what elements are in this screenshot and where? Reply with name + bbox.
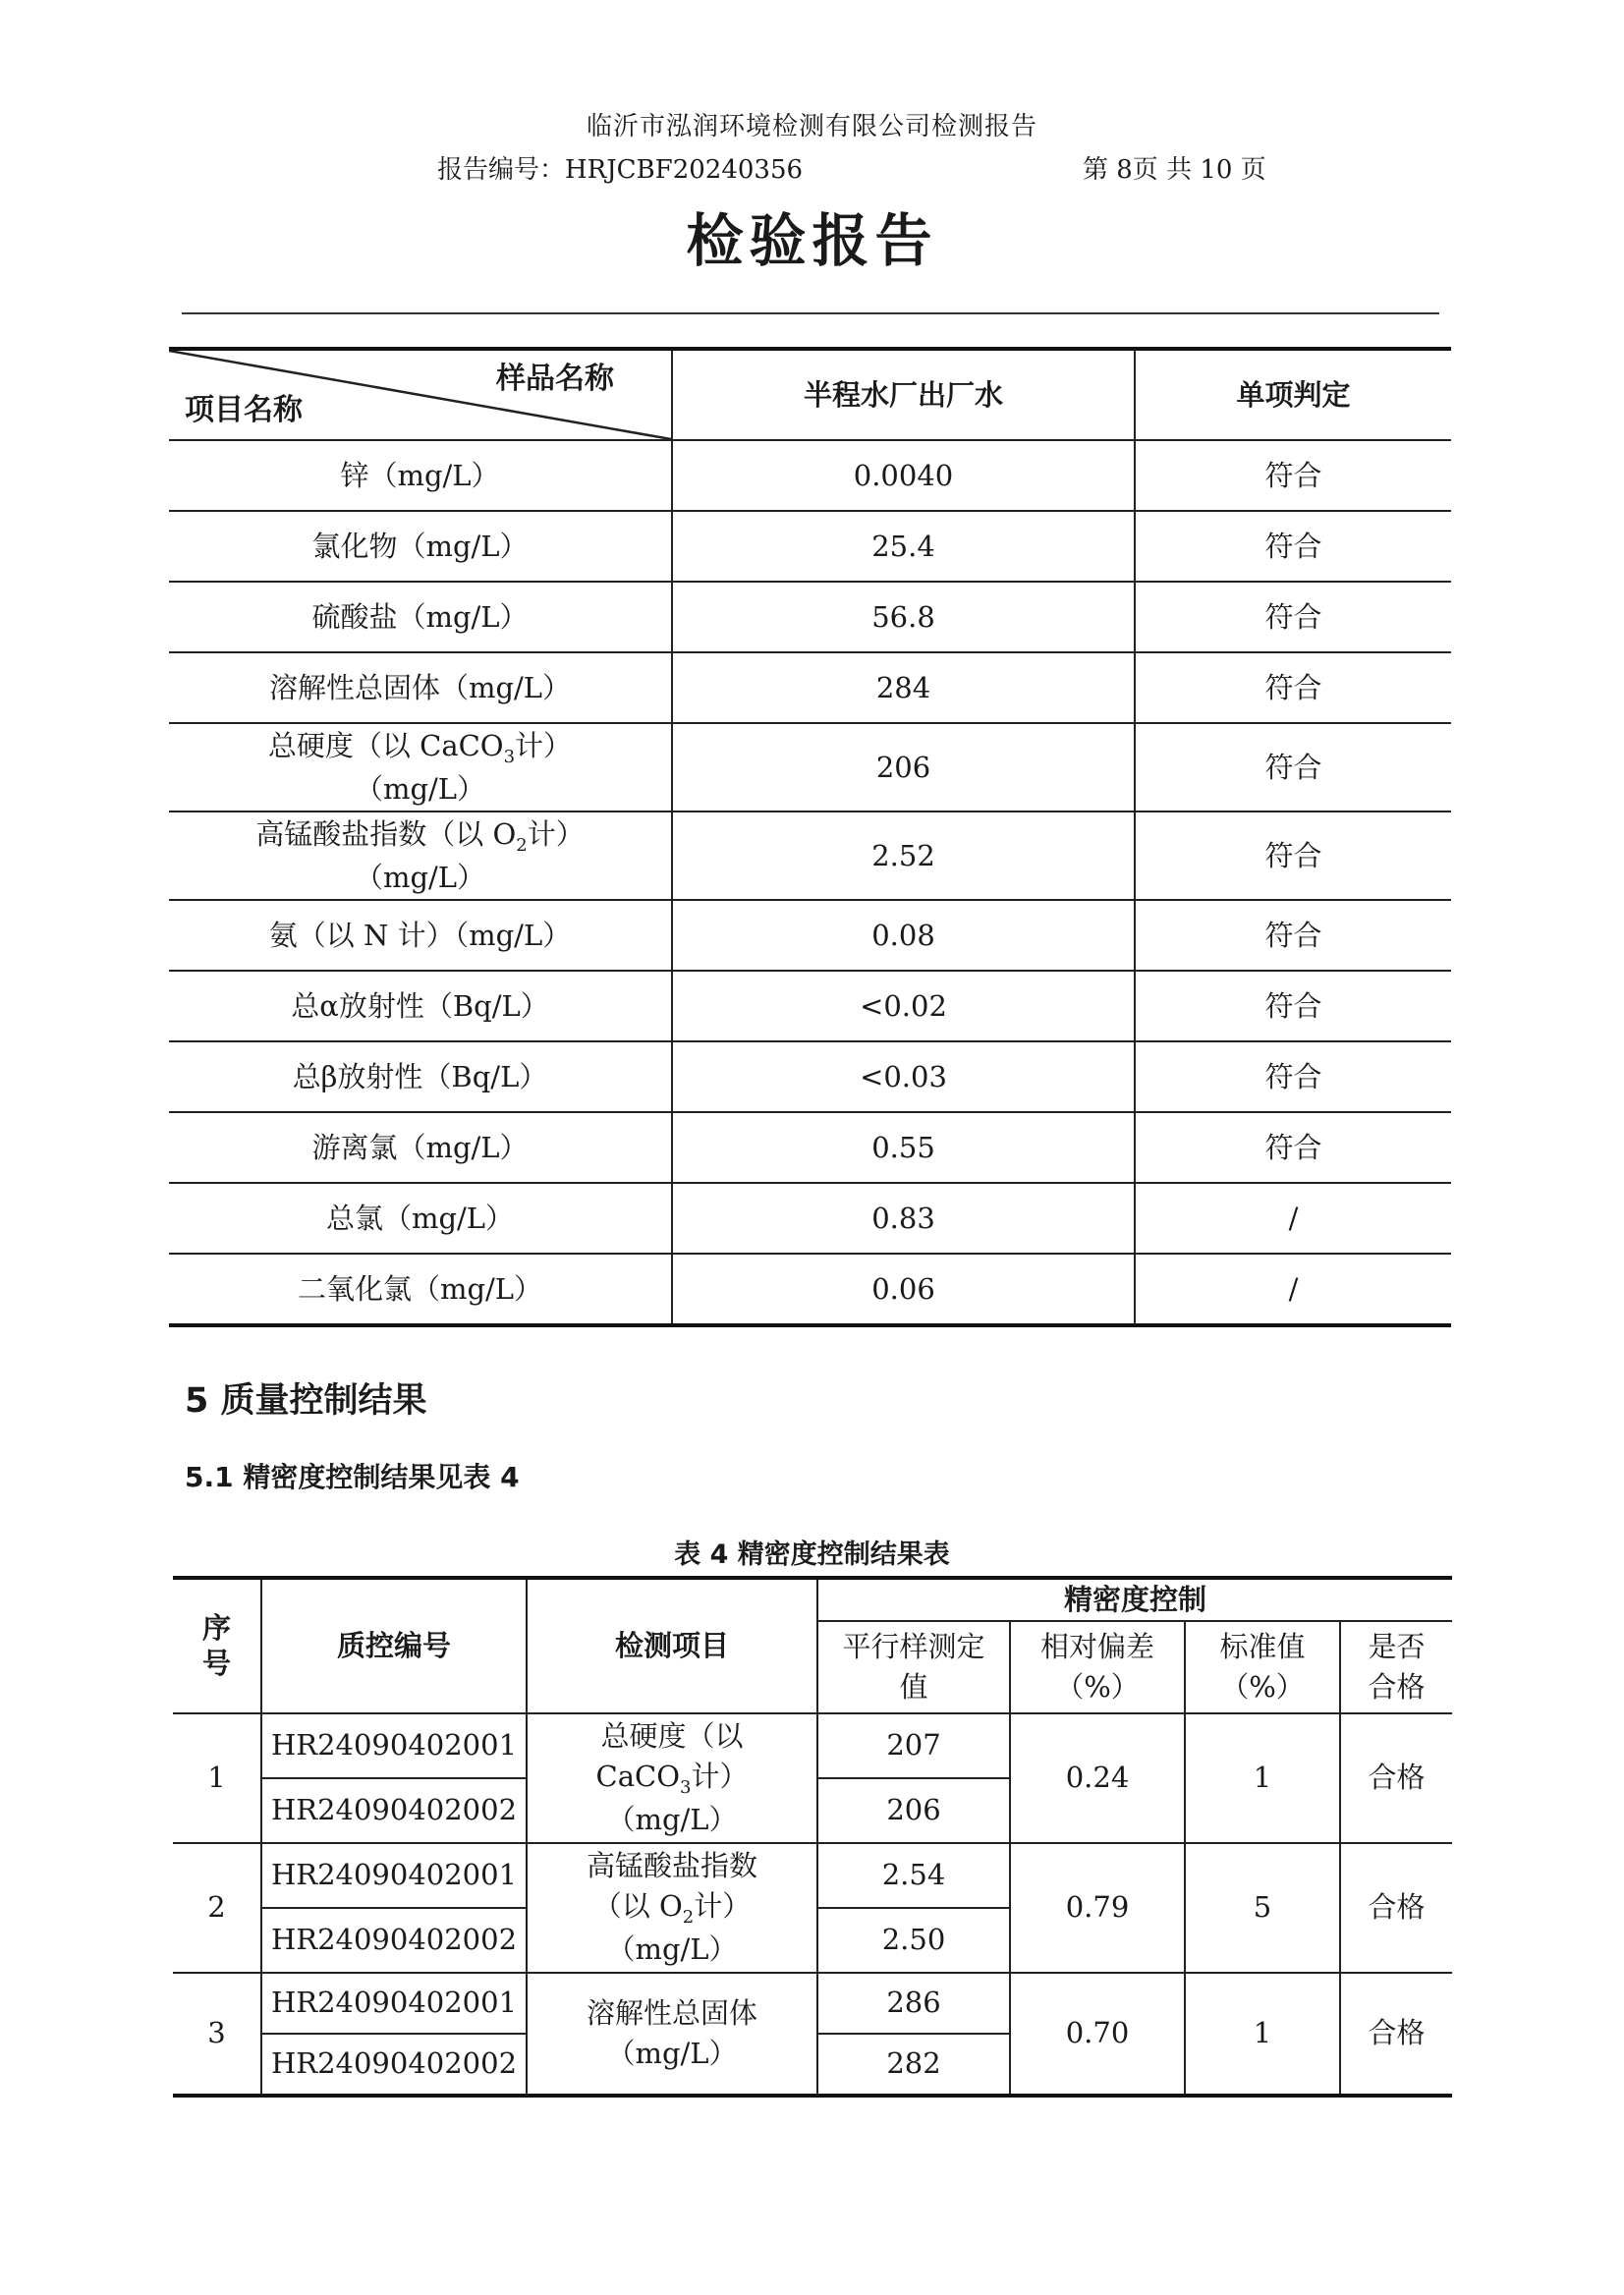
test-item-cell [527,1973,817,2096]
pass-cell: 合格 [1340,1973,1452,2096]
pass-header [1340,1621,1452,1713]
table-row [169,1254,1451,1325]
pass-cell: 合格 [1340,1713,1452,1843]
parallel-value-cell: 2.54 [817,1843,1010,1908]
verdict-cell: 符合 [1135,511,1451,582]
parallel-value-header [817,1621,1010,1713]
standard-value-cell: 1 [1185,1713,1340,1843]
value-cell: 206 [672,723,1135,812]
item-name-label: 项目名称 [185,393,303,427]
item-cell: 二氧化氯（mg/L） [169,1254,672,1325]
item-cell: 游离氯（mg/L） [169,1112,672,1183]
report-number: 报告编号：HRJCBF20240356 [437,155,804,185]
item-cell: 氯化物（mg/L） [169,511,672,582]
verdict-cell: 符合 [1135,723,1451,812]
item-unit: （mg/L） [354,860,486,894]
item-text: 总硬度（以 CaCO [267,728,504,762]
parallel-value-cell: 282 [817,2034,1010,2096]
verdict-cell: 符合 [1135,440,1451,511]
item-text: 高锰酸盐指数（以 O [255,816,517,851]
verdict-column-header: 单项判定 [1135,349,1451,440]
item-text-suffix: 计） [527,816,585,851]
table-row [169,1112,1451,1183]
test-item-unit: （mg/L） [606,1802,738,1836]
qc-number-header: 质控编号 [261,1578,527,1713]
item-cell [169,723,672,812]
precision-table [173,1576,1452,2098]
title-divider [182,312,1439,314]
value-cell: 2.52 [672,812,1135,900]
table-row [169,652,1451,723]
diagonal-header-cell [169,349,672,440]
seq-header-text: 序号 [201,1611,231,1681]
table-4-caption: 表 4 精密度控制结果表 [674,1539,950,1570]
item-cell: 总α放射性（Bq/L） [169,971,672,1041]
value-cell: 0.55 [672,1112,1135,1183]
table-row [169,1041,1451,1112]
table-row [169,812,1451,900]
results-header-row [169,349,1451,440]
qc-number-cell: HR24090402002 [261,1908,527,1973]
test-item-text: 高锰酸盐指数 [586,1849,757,1882]
value-cell: 284 [672,652,1135,723]
pass-cell: 合格 [1340,1843,1452,1973]
value-cell: 0.06 [672,1254,1135,1325]
pass-header-text: 是否合格 [1368,1630,1426,1704]
seq-header [173,1578,261,1713]
report-title: 检验报告 [686,207,938,274]
item-subscript: 3 [503,746,516,767]
test-item-text: 计） [694,1888,752,1923]
standard-value-text: 标准值（%） [1219,1630,1306,1704]
item-cell: 溶解性总固体（mg/L） [169,652,672,723]
table-row [169,971,1451,1041]
table-row [169,511,1451,582]
value-cell: 56.8 [672,582,1135,652]
test-item-text: CaCO [595,1759,680,1793]
parallel-value-cell: 207 [817,1713,1010,1778]
table-row [173,1713,1452,1778]
verdict-cell: 符合 [1135,1112,1451,1183]
qc-number-cell: HR24090402001 [261,1713,527,1778]
precision-header-row-1 [173,1578,1452,1621]
parallel-value-cell: 2.50 [817,1908,1010,1973]
parallel-value-text: 平行样测定值 [842,1630,985,1704]
value-cell: 0.08 [672,900,1135,971]
verdict-cell: 符合 [1135,971,1451,1041]
item-cell: 总氯（mg/L） [169,1183,672,1254]
section-5-heading: 5 质量控制结果 [185,1381,427,1421]
item-subscript: 2 [516,834,528,856]
standard-value-cell: 1 [1185,1973,1340,2096]
item-cell: 硫酸盐（mg/L） [169,582,672,652]
value-cell: <0.02 [672,971,1135,1041]
verdict-cell: 符合 [1135,582,1451,652]
item-text-suffix: 计） [515,728,573,762]
qc-number-cell: HR24090402001 [261,1843,527,1908]
test-item-unit: （mg/L） [606,1931,738,1966]
test-item-text: （以 O [592,1888,683,1923]
test-item-subscript: 2 [682,1906,695,1928]
test-item-text: 计） [691,1759,749,1793]
table-row [169,900,1451,971]
seq-cell: 1 [173,1713,261,1843]
item-unit: （mg/L） [354,771,486,806]
section-5-1-heading: 5.1 精密度控制结果见表 4 [185,1461,520,1493]
seq-cell: 2 [173,1843,261,1973]
parallel-value-cell: 286 [817,1973,1010,2034]
verdict-cell: / [1135,1183,1451,1254]
org-header: 临沂市泓润环境检测有限公司检测报告 [586,112,1037,141]
value-cell: 0.0040 [672,440,1135,511]
relative-deviation-header [1010,1621,1185,1713]
relative-deviation-text: 相对偏差（%） [1039,1630,1154,1704]
value-cell: <0.03 [672,1041,1135,1112]
table-row [169,1183,1451,1254]
qc-number-cell: HR24090402002 [261,2034,527,2096]
standard-value-header [1185,1621,1340,1713]
verdict-cell: 符合 [1135,900,1451,971]
test-item-cell [527,1713,817,1843]
verdict-cell: 符合 [1135,1041,1451,1112]
relative-deviation-cell: 0.79 [1010,1843,1185,1973]
item-cell: 锌（mg/L） [169,440,672,511]
parallel-value-cell: 206 [817,1778,1010,1843]
standard-value-cell: 5 [1185,1843,1340,1973]
qc-number-cell: HR24090402002 [261,1778,527,1843]
test-item-subscript: 3 [679,1776,692,1798]
verdict-cell: 符合 [1135,652,1451,723]
relative-deviation-cell: 0.70 [1010,1973,1185,2096]
test-item-unit: （mg/L） [606,2036,738,2070]
test-item-text: 溶解性总固体 [586,1996,757,2030]
page-number: 第 8页 共 10 页 [1083,155,1266,185]
table-row [169,723,1451,812]
test-item-cell [527,1843,817,1973]
test-item-text: 总硬度（以 [600,1719,744,1753]
value-cell: 25.4 [672,511,1135,582]
qc-number-cell: HR24090402001 [261,1973,527,2034]
table-row [173,1973,1452,2034]
sample-column-header: 半程水厂出厂水 [672,349,1135,440]
results-table [169,347,1451,1327]
value-cell: 0.83 [672,1183,1135,1254]
table-row [169,582,1451,652]
sample-name-label: 样品名称 [496,362,614,396]
relative-deviation-cell: 0.24 [1010,1713,1185,1843]
verdict-cell: / [1135,1254,1451,1325]
item-cell: 总β放射性（Bq/L） [169,1041,672,1112]
table-row [173,1843,1452,1908]
item-cell [169,812,672,900]
verdict-cell: 符合 [1135,812,1451,900]
seq-cell: 3 [173,1973,261,2096]
item-cell: 氨（以 N 计）（mg/L） [169,900,672,971]
precision-control-header: 精密度控制 [817,1578,1452,1621]
table-row [169,440,1451,511]
test-item-header: 检测项目 [527,1578,817,1713]
